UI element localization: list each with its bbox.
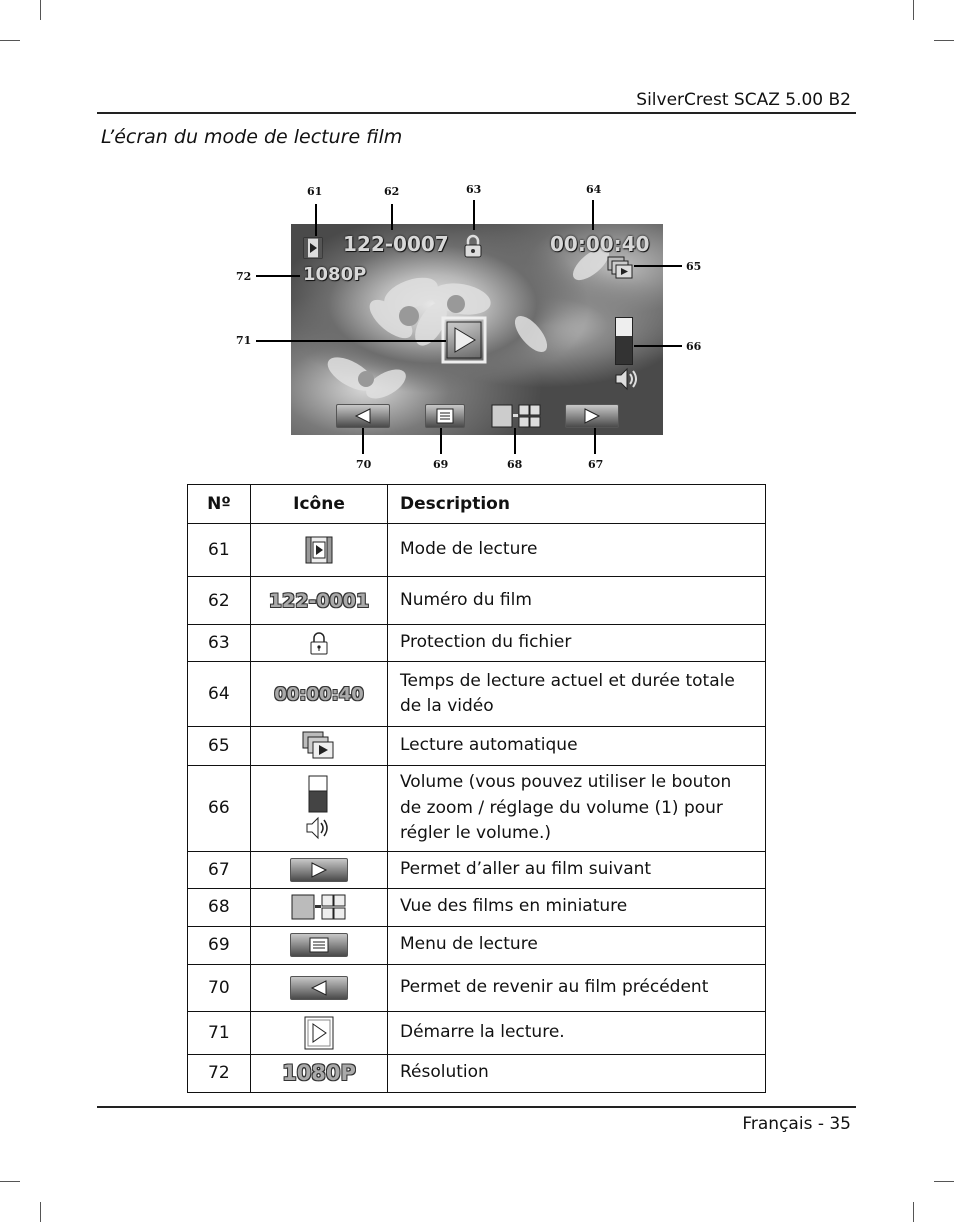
file-number-text: 122-0001 <box>268 589 370 612</box>
callout-68: 68 <box>507 458 523 471</box>
callout-71: 71 <box>236 334 252 347</box>
next-button-icon <box>290 858 348 882</box>
autoplay-icon <box>302 736 336 756</box>
menu-button-icon <box>290 933 348 957</box>
callout-64: 64 <box>586 183 602 196</box>
row-number: 67 <box>188 851 251 888</box>
table-row <box>188 888 766 926</box>
callout-65: 65 <box>686 260 702 273</box>
thumbnail-view-icon <box>491 404 541 432</box>
leader-line <box>256 275 300 277</box>
leader-line <box>256 340 446 342</box>
volume-level-fill <box>616 336 632 364</box>
resolution-text: 1080P <box>282 1061 356 1085</box>
callout-61: 61 <box>307 185 323 198</box>
row-description: Permet de revenir au film précédent <box>388 964 766 1011</box>
table-row <box>188 625 766 662</box>
play-icon <box>304 1023 334 1043</box>
row-description: Volume (vous pouvez utiliser le bouton de zoom / réglage du volume (1) pour régler le volume.) <box>388 766 766 852</box>
row-number: 62 <box>188 577 251 625</box>
row-number: 71 <box>188 1011 251 1054</box>
table-row <box>188 1054 766 1092</box>
row-number: 69 <box>188 926 251 964</box>
crop-mark <box>0 1181 20 1182</box>
lock-icon <box>309 633 329 653</box>
previous-button <box>336 404 390 428</box>
col-header-number: Nº <box>188 485 251 524</box>
row-description: Temps de lecture actuel et durée totale de la vidéo <box>388 662 766 727</box>
row-number: 63 <box>188 625 251 662</box>
row-description: Protection du fichier <box>388 625 766 662</box>
col-header-icon: Icône <box>251 485 388 524</box>
table-row <box>188 964 766 1011</box>
speaker-icon <box>613 366 639 396</box>
previous-button-icon <box>290 976 348 1000</box>
leader-line <box>315 204 317 236</box>
osd-time: 00:00:40 <box>550 232 650 256</box>
callout-66: 66 <box>686 340 702 353</box>
crop-mark <box>913 1202 914 1222</box>
table-row <box>188 524 766 577</box>
leader-line <box>362 428 364 454</box>
osd-file-number: 122-0007 <box>343 232 449 256</box>
row-description: Lecture automatique <box>388 727 766 766</box>
callout-72: 72 <box>236 270 252 283</box>
footer-page: Français - 35 <box>742 1114 851 1134</box>
row-number: 65 <box>188 727 251 766</box>
film-mode-icon <box>303 237 323 263</box>
row-description: Menu de lecture <box>388 926 766 964</box>
crop-mark <box>913 0 914 20</box>
row-description: Mode de lecture <box>388 524 766 577</box>
row-number: 66 <box>188 766 251 852</box>
callout-63: 63 <box>466 183 482 196</box>
row-number: 68 <box>188 888 251 926</box>
volume-icon <box>304 798 334 818</box>
crop-mark <box>934 1181 954 1182</box>
row-number: 61 <box>188 524 251 577</box>
footer-rule <box>97 1106 856 1108</box>
row-number: 72 <box>188 1054 251 1092</box>
leader-line <box>514 428 516 454</box>
leader-line <box>594 428 596 454</box>
leader-line <box>592 200 594 230</box>
lock-icon <box>463 234 483 262</box>
callout-67: 67 <box>588 458 604 471</box>
row-description: Vue des films en miniature <box>388 888 766 926</box>
volume-bar <box>615 317 633 365</box>
osd-resolution: 1080P <box>303 264 367 285</box>
crop-mark <box>934 40 954 41</box>
col-header-description: Description <box>388 485 766 524</box>
table-row <box>188 766 766 852</box>
row-description: Permet d’aller au film suivant <box>388 851 766 888</box>
crop-mark <box>40 1202 41 1222</box>
table-row <box>188 662 766 727</box>
header-product: SilverCrest SCAZ 5.00 B2 <box>636 90 851 110</box>
row-description: Démarre la lecture. <box>388 1011 766 1054</box>
section-title: L’écran du mode de lecture film <box>101 126 403 148</box>
playback-screen-illustration <box>291 224 663 435</box>
table-header-row <box>188 485 766 524</box>
header-rule <box>97 112 856 114</box>
table-row <box>188 1011 766 1054</box>
table-row <box>188 577 766 625</box>
leader-line <box>391 204 393 230</box>
icon-description-table <box>187 484 766 1093</box>
film-mode-icon <box>305 540 333 560</box>
row-description: Résolution <box>388 1054 766 1092</box>
row-number: 64 <box>188 662 251 727</box>
crop-mark <box>0 40 20 41</box>
row-number: 70 <box>188 964 251 1011</box>
table-row <box>188 727 766 766</box>
leader-line <box>634 265 682 267</box>
table-row <box>188 926 766 964</box>
thumbnail-view-icon <box>291 897 347 917</box>
row-description: Numéro du film <box>388 577 766 625</box>
autoplay-icon <box>607 256 635 284</box>
leader-line <box>440 428 442 454</box>
callout-62: 62 <box>384 185 400 198</box>
callout-69: 69 <box>433 458 449 471</box>
play-icon <box>441 316 487 368</box>
menu-button <box>425 404 465 428</box>
leader-line <box>634 345 682 347</box>
crop-mark <box>40 0 41 20</box>
time-text: 00:00:40 <box>274 683 364 705</box>
callout-70: 70 <box>356 458 372 471</box>
next-button <box>565 404 619 428</box>
table-row <box>188 851 766 888</box>
leader-line <box>473 200 475 230</box>
